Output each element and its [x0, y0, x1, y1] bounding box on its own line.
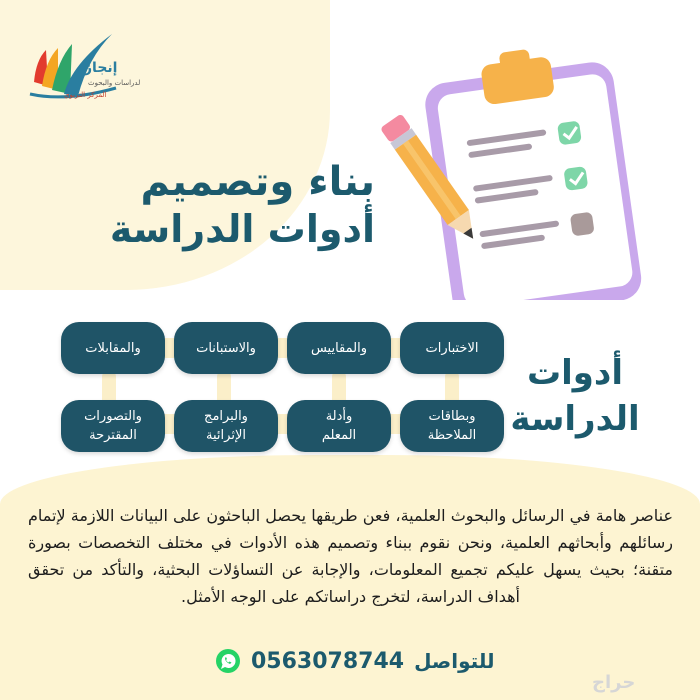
side-title-line2: الدراسة [510, 399, 640, 439]
clipboard-icon [370, 40, 670, 300]
tool-pill-interviews: والمقابلات [61, 322, 165, 374]
tool-pill-observation-cards [400, 400, 504, 452]
pill-line: المعلم [321, 428, 357, 443]
phone-number[interactable]: 0563078744 [251, 648, 405, 674]
tool-pill-proposed-concepts [61, 400, 165, 452]
pill-line: والتصورات [84, 409, 142, 424]
main-title [100, 158, 375, 252]
pill-line: والبرامج [204, 409, 248, 424]
tool-pill-scales: والمقاييس [287, 322, 391, 374]
pill-line: الملاحظة [427, 428, 477, 443]
tool-pill-tests: الاختبارات [400, 322, 504, 374]
main-title-line1: بناء وتصميم [140, 159, 375, 205]
tool-pill-enrichment-programs [174, 400, 278, 452]
whatsapp-icon[interactable] [215, 648, 241, 674]
pill-line: وبطاقات [428, 409, 476, 424]
pill-line: وأدلة [325, 409, 353, 424]
side-title [505, 350, 645, 442]
watermark: حراج [592, 672, 636, 693]
side-title-line1: أدوات [526, 353, 624, 393]
main-title-line2: أدوات الدراسة [109, 207, 375, 251]
tool-pill-teacher-guides [287, 400, 391, 452]
logo-name: إنجاز [84, 60, 118, 76]
tool-pill-questionnaires: والاستبانات [174, 322, 278, 374]
logo-tagline: المركز التربوي [64, 91, 107, 99]
description-text: عناصر هامة في الرسائل والبحوث العلمية، فعن طريقها يحصل الباحثون على البيانات اللازمة لإتمام رسائلهم وأبحاثهم العلمية، ونحن نقوم ببناء وتصميم هذه الأدوات في مختلف التخصصات بصورة متقنة؛ بحيث يسهل عليكم تجميع المعلومات، والإجابة عن التساؤلات البحثية، والتأكد من تحقق أهداف الدراسة، لتخرج دراساتكم على الوجه الأمثل. [28, 506, 673, 606]
contact-label: للتواصل [414, 649, 495, 673]
pill-line: المقترحة [89, 428, 137, 443]
contact-row [215, 648, 495, 674]
logo-subtitle: لدراسات والبحوث [88, 79, 141, 87]
pill-line: الإثرائية [206, 428, 246, 443]
